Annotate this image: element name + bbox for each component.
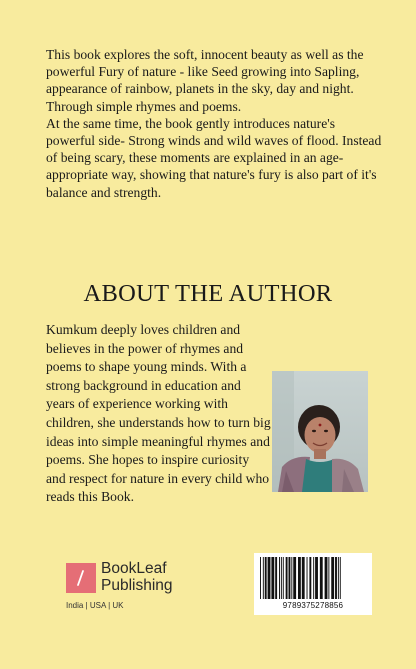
publisher-name: [101, 561, 173, 594]
isbn-number: 9789375278856: [282, 601, 344, 610]
bookleaf-logo-icon: [66, 563, 96, 593]
barcode-bars: [258, 557, 368, 599]
author-bio: Kumkum deeply loves children and believes in the power of rhymes and poems to shape young minds. With a strong background in education and years of experience working with children, she understands how to turn big ideas into simple meaningful rhymes and poems. She hopes to inspire curiosity and respect for nature in every child who reads this Book.: [46, 322, 271, 505]
author-photo: [272, 371, 368, 492]
publisher-name-line-1: BookLeaf: [101, 560, 167, 577]
blurb-paragraph-2: At the same time, the book gently introduces nature's powerful side- Strong winds and wild waves of flood. Instead of being scary, these moments are explained in an age- appropriate way, showing that nature's fury is also part of it's balance and strength.: [46, 115, 382, 200]
publisher-regions: India | USA | UK: [66, 601, 124, 610]
blurb-paragraph-1: This book explores the soft, innocent beauty as well as the powerful Fury of nature - like Seed growing into Sapling, appearance of rainbow, planets in the sky, day and night. Through simple rhymes and poems.: [46, 47, 364, 114]
publisher-name-line-2: Publishing: [101, 576, 173, 594]
isbn-barcode: [254, 553, 372, 615]
back-cover-blurb: [46, 46, 386, 201]
about-author-heading: ABOUT THE AUTHOR: [83, 280, 333, 307]
